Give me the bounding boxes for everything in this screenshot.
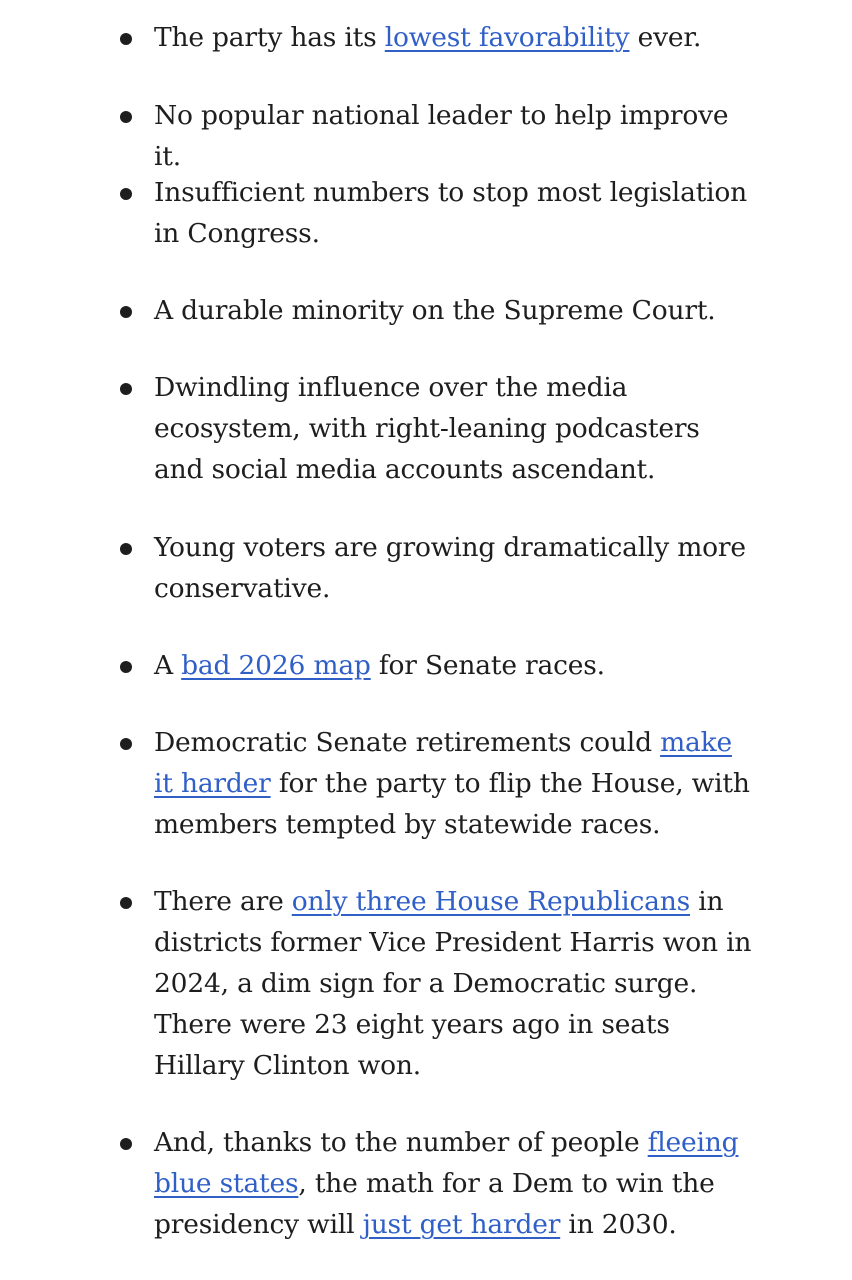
list-item [154, 17, 754, 58]
link-just-get-harder[interactable]: just get harder [362, 1209, 561, 1240]
bullet-text: for the party to flip the House, with members tempted by statewide races. [154, 768, 750, 840]
list-item [154, 95, 754, 177]
bullet-text: Democratic Senate retirements could [154, 727, 661, 758]
bullet-icon [120, 661, 132, 673]
bullet-text: ever. [629, 22, 702, 53]
list-item [154, 1122, 754, 1245]
bullet-icon [120, 543, 132, 555]
link-fleeing-blue-states[interactable]: fleeing blue states [154, 1127, 739, 1199]
list-item [154, 881, 754, 1086]
bullet-text: And, thanks to the number of people [154, 1127, 648, 1158]
link-lowest-favorability[interactable]: lowest favorability [384, 22, 630, 53]
bullet-text: Young voters are growing dramatically more conservative. [154, 532, 746, 604]
bullet-icon [120, 738, 132, 750]
bullet-icon [120, 1138, 132, 1150]
bullet-icon [120, 383, 132, 395]
bullet-icon [120, 897, 132, 909]
bullet-text: No popular national leader to help improve it. [154, 100, 729, 172]
bullet-text: for Senate races. [370, 650, 605, 681]
bullet-text: The party has its [154, 22, 385, 53]
list-item [154, 172, 754, 254]
bullet-text: , the math for a Dem to win the presidency will [154, 1168, 715, 1240]
list-item [154, 290, 754, 331]
link-bad-2026-map[interactable]: bad 2026 map [181, 650, 371, 681]
list-item [154, 645, 754, 686]
link-only-three-house-republicans[interactable]: only three House Republicans [291, 886, 690, 917]
bullet-text: Dwindling influence over the media ecosystem, with right-leaning podcasters and social media accounts ascendant. [154, 372, 700, 485]
bullet-text: in districts former Vice President Harris won in 2024, a dim sign for a Democratic surge. There were 23 eight years ago in seats Hillary Clinton won. [154, 886, 752, 1081]
bullet-icon [120, 306, 132, 318]
list-item [154, 527, 754, 609]
list-item [154, 367, 754, 490]
bullet-text: A durable minority on the Supreme Court. [154, 295, 716, 326]
bullet-text: Insufficient numbers to stop most legislation in Congress. [154, 177, 748, 249]
bullet-icon [120, 188, 132, 200]
link-make-it-harder[interactable]: make it harder [154, 727, 732, 799]
bullet-text: There are [154, 886, 292, 917]
list-item [154, 722, 754, 845]
bullet-icon [120, 33, 132, 45]
bullet-text: A [154, 650, 182, 681]
bullet-icon [120, 111, 132, 123]
bullet-text: in 2030. [560, 1209, 677, 1240]
